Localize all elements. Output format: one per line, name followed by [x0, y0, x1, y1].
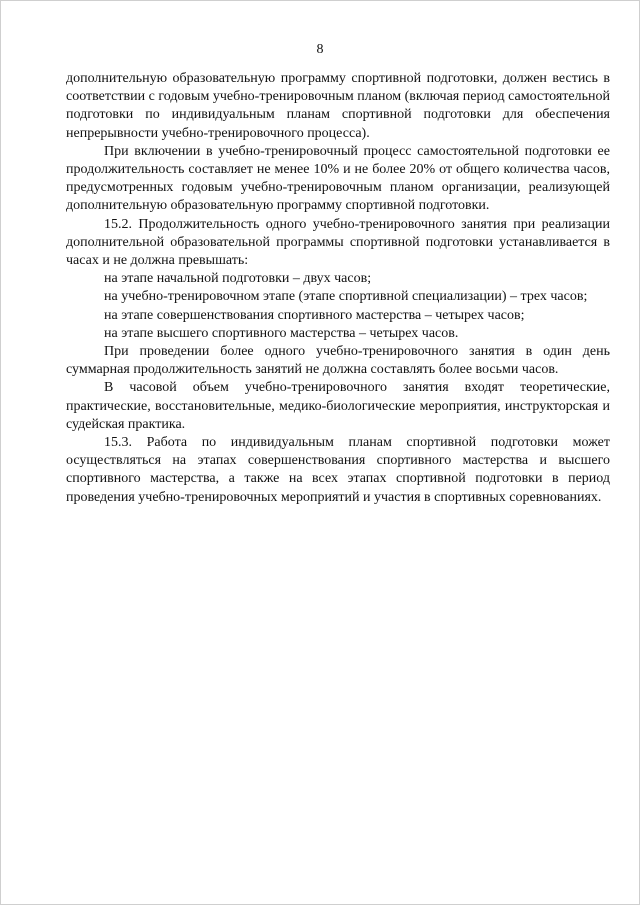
paragraph-continuation: дополнительную образовательную программу спортивной подготовки, должен вестись в соответствии с годовым учебно-тренировочным планом (включая период самостоятельной подготовки по индивидуальным планам спортивной подготовки для обеспечения непрерывности учебно-тренировочного процесса). [66, 71, 610, 141]
paragraph-daily-limit: При проведении более одного учебно-тренировочного занятия в один день суммарная продолжительность занятий не должна составлять более восьми часов. [66, 344, 610, 378]
paragraph-15-2: 15.2. Продолжительность одного учебно-тренировочного занятия при реализации дополнительной образовательной программы спортивной подготовки устанавливается в часах и не должна превышать: [66, 216, 610, 269]
list-item-improvement-stage: на этапе совершенствования спортивного мастерства – четырех часов; [104, 307, 525, 323]
page-number: 8 [316, 42, 324, 57]
list-item-highest-stage: на этапе высшего спортивного мастерства – четырех часов. [104, 325, 459, 341]
list-item-initial-stage: на этапе начальной подготовки – двух часов; [104, 271, 372, 287]
paragraph-15-3: 15.3. Работа по индивидуальным планам спортивной подготовки может осуществляться на этапах совершенствования спортивного мастерства и высшего спортивного мастерства, а также на всех этапах спортивной подготовки в период проведения учебно-тренировочных мероприятий и участия в спортивных соревнованиях. [66, 435, 610, 505]
list-item-training-stage: на учебно-тренировочном этапе (этапе спортивной специализации) – трех часов; [104, 289, 588, 305]
paragraph-hour-volume: В часовой объем учебно-тренировочного занятия входят теоретические, практические, восстановительные, медико-биологические мероприятия, инструкторская и судейская практика. [66, 380, 610, 432]
document-body [66, 70, 610, 507]
paragraph-self-training: При включении в учебно-тренировочный процесс самостоятельной подготовки ее продолжительность составляет не менее 10% и не более 20% от общего количества часов, предусмотренных годовым учебно-тренировочным планом организации, реализующей дополнительную образовательную программу спортивной подготовки. [66, 143, 610, 214]
